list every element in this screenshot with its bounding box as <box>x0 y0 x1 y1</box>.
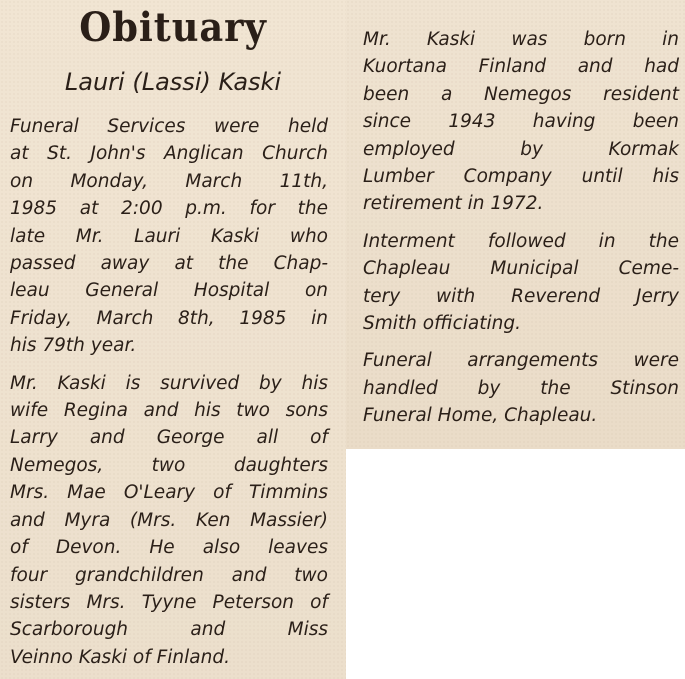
text-line: 1985 at 2:00 p.m. for the <box>10 198 328 220</box>
text-line: of Devon. He also leaves <box>10 537 328 559</box>
survivors-paragraph <box>10 370 328 671</box>
biography-paragraph <box>363 26 679 218</box>
text-line: Funeral Home, Chapleau. <box>363 405 598 427</box>
interment-paragraph <box>363 228 679 338</box>
text-line: Mrs. Mae O'Leary of Timmins <box>10 482 328 504</box>
text-line: at St. John's Anglican Church <box>10 143 328 165</box>
text-line: Mr. Kaski was born in <box>363 29 679 50</box>
text-line: employed by Kormak <box>363 138 679 160</box>
text-line: Kuortana Finland and had <box>363 56 679 78</box>
text-line: four grandchildren and two <box>10 564 328 586</box>
text-line: Veinno Kaski of Finland. <box>10 646 230 668</box>
right-text-column <box>363 26 679 440</box>
text-line: his 79th year. <box>10 335 137 357</box>
text-line: been a Nemegos resident <box>363 83 679 105</box>
text-line: Lumber Company until his <box>363 166 679 188</box>
masthead-title: Obituary <box>79 4 267 51</box>
text-line: Nemegos, two daughters <box>10 454 328 476</box>
text-line: and Myra (Mrs. Ken Massier) <box>10 509 328 531</box>
text-line: late Mr. Lauri Kaski who <box>10 225 328 247</box>
text-line: on Monday, March 11th, <box>10 170 328 192</box>
text-line: since 1943 having been <box>363 111 679 133</box>
text-line: Larry and George all of <box>10 427 328 449</box>
text-line: Scarborough and Miss <box>10 619 328 641</box>
text-line: Interment followed in the <box>363 230 679 252</box>
text-line: Friday, March 8th, 1985 in <box>10 307 328 329</box>
text-line: wife Regina and his two sons <box>10 400 328 422</box>
text-line: Chapleau Municipal Ceme- <box>363 258 679 280</box>
text-line: passed away at the Chap- <box>10 253 328 275</box>
text-line: tery with Reverend Jerry <box>363 285 679 307</box>
left-text-column <box>10 113 328 679</box>
text-line: handled by the Stinson <box>363 377 679 399</box>
text-line: sisters Mrs. Tyyne Peterson of <box>10 591 328 613</box>
text-line: retirement in 1972. <box>363 193 544 215</box>
text-line: Funeral Services were held <box>10 116 328 137</box>
text-line: leau General Hospital on <box>10 280 328 302</box>
text-line: Mr. Kaski is survived by his <box>10 372 328 394</box>
text-line: Smith officiating. <box>363 313 521 335</box>
deceased-name: Lauri (Lassi) Kaski <box>64 68 282 96</box>
arrangements-paragraph <box>363 347 679 429</box>
text-line: Funeral arrangements were <box>363 350 679 372</box>
services-paragraph <box>10 113 328 360</box>
